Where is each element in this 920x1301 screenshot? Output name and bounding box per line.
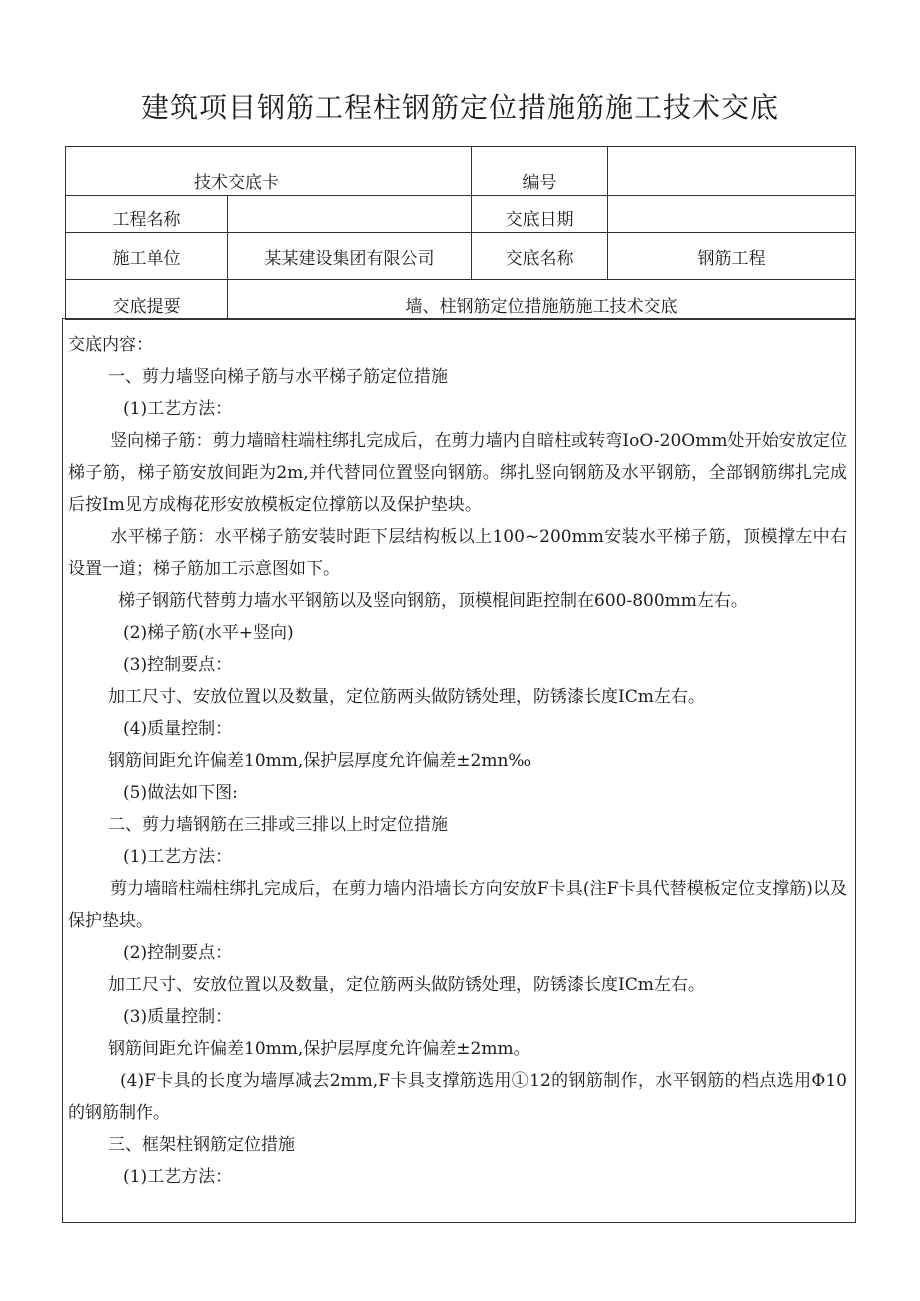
section-2-quality-label: (3)质量控制： (123, 1007, 233, 1027)
section-1-ladder-label: (2)梯子筋(水平+竖向) (123, 623, 294, 643)
section-1-vertical-ladder-text (68, 425, 847, 521)
disclosure-date-label: 交底日期 (472, 196, 608, 233)
construction-unit-label: 施工单位 (66, 233, 228, 280)
section-2-fclamp-text (68, 1065, 847, 1129)
section-1-title: 一、剪力墙竖向梯子筋与水平梯子筋定位措施 (108, 367, 448, 387)
project-name-value (228, 196, 472, 233)
section-3-process-label: (1)工艺方法： (123, 1167, 233, 1187)
disclosure-name-label: 交底名称 (472, 233, 608, 280)
section-2-quality-text: 钢筋间距允许偏差10mm,保护层厚度允许偏差±2mm。 (108, 1039, 531, 1059)
disclosure-date-value (608, 196, 856, 233)
content-heading: 交底内容： (68, 335, 153, 355)
project-name-label: 工程名称 (66, 196, 228, 233)
number-label: 编号 (472, 147, 608, 196)
section-1-process-label: (1)工艺方法： (123, 399, 233, 419)
document-title: 建筑项目钢筋工程柱钢筋定位措施筋施工技术交底 (140, 91, 779, 124)
number-value (608, 147, 856, 196)
section-3-title: 三、框架柱钢筋定位措施 (108, 1135, 295, 1155)
section-2-process-text (68, 873, 847, 937)
section-1-quality-label: (4)质量控制： (123, 719, 233, 739)
section-1-quality-text: 钢筋间距允许偏差10mm,保护层厚度允许偏差±2mn‰ (108, 751, 532, 771)
construction-unit-value: 某某建设集团有限公司 (228, 233, 472, 280)
disclosure-header-table (65, 146, 856, 320)
section-1-horizontal-ladder-text (68, 521, 847, 585)
section-2-process-label: (1)工艺方法： (123, 847, 233, 867)
section-2-process-span: 剪力墙暗柱端柱绑扎完成后，在剪力墙内沿墙长方向安放F卡具(注F卡具代替模板定位支撑筋)以及保护垫块。 (68, 879, 847, 931)
section-2-control-points-text: 加工尺寸、安放位置以及数量，定位筋两头做防锈处理，防锈漆长度ICm左右。 (108, 975, 705, 995)
section-1-vertical-ladder-span: 竖向梯子筋：剪力墙暗柱端柱绑扎完成后，在剪力墙内自暗柱或转弯IoO-20Omm处开始安放定位梯子筋，梯子筋安放间距为2m,并代替同位置竖向钢筋。绑扎竖向钢筋及水平钢筋，全部钢筋绑扎完成后按Im见方成梅花形安放模板定位撑筋以及保护垫块。 (68, 431, 847, 515)
summary-label: 交底提要 (66, 280, 228, 320)
section-1-control-points-text: 加工尺寸、安放位置以及数量，定位筋两头做防锈处理，防锈漆长度ICm左右。 (108, 687, 705, 707)
disclosure-name-value: 钢筋工程 (608, 233, 856, 280)
section-2-title: 二、剪力墙钢筋在三排或三排以上时定位措施 (108, 815, 448, 835)
section-1-horizontal-ladder-span: 水平梯子筋：水平梯子筋安装时距下层结构板以上100~200mm安装水平梯子筋，顶模撑左中右设置一道；梯子筋加工示意图如下。 (68, 527, 847, 579)
summary-value: 墙、柱钢筋定位措施筋施工技术交底 (228, 280, 856, 320)
section-2-control-points-label: (2)控制要点： (123, 943, 233, 963)
section-1-replace-text: 梯子钢筋代替剪力墙水平钢筋以及竖向钢筋，顶模棍间距控制在600-800mm左右。 (118, 591, 748, 611)
section-2-fclamp-span: (4)F卡具的长度为墙厚减去2mm,F卡具支撑筋选用①12的钢筋制作，水平钢筋的档点选用Φ10的钢筋制作。 (68, 1071, 847, 1123)
disclosure-content (62, 318, 856, 1223)
card-title: 技术交底卡 (66, 147, 472, 196)
section-1-control-points-label: (3)控制要点： (123, 655, 233, 675)
section-1-method-label: (5)做法如下图: (123, 783, 238, 803)
